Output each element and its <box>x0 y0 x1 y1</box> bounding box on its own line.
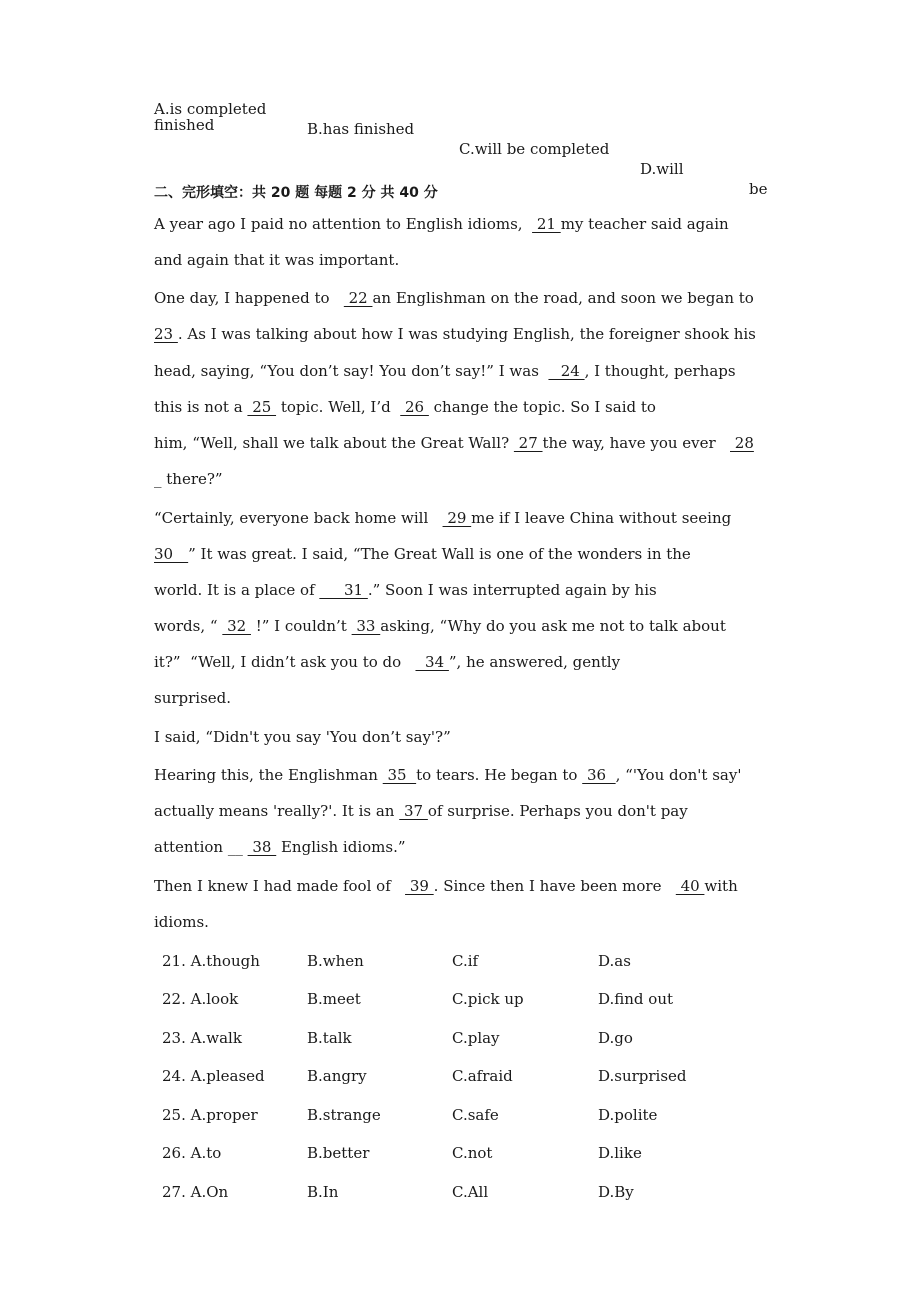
prev-option-b: B.has finished <box>307 120 415 138</box>
passage-text: with <box>704 877 738 895</box>
passage-line <box>154 469 223 489</box>
passage-line: surprised. <box>154 689 232 707</box>
option-d: D.go <box>598 1029 633 1047</box>
passage-line <box>154 397 656 417</box>
passage-line <box>154 324 756 344</box>
option-b: B.strange <box>307 1106 381 1124</box>
passage-text: it?” “Well, I didn’t ask you to do <box>154 653 416 671</box>
blank-32: 32 <box>222 617 251 635</box>
passage-text: topic. Well, I’d <box>276 398 401 416</box>
passage-text: to tears. He began to <box>416 766 583 784</box>
passage-text: my teacher said again <box>560 215 729 233</box>
blank-22: 22 <box>343 289 373 307</box>
passage-text: this is not a <box>154 398 248 416</box>
option-a: A.to <box>190 1144 222 1162</box>
passage-line <box>154 652 620 672</box>
blank-26: 26 <box>400 398 429 416</box>
passage-line <box>154 837 406 857</box>
option-d: D.find out <box>598 990 674 1008</box>
passage-line <box>154 876 738 896</box>
prev-option-d-wrap: finished <box>154 116 215 134</box>
passage-text: ”, he answered, gently <box>448 653 621 671</box>
question-row <box>162 1182 634 1302</box>
passage-text: !” I couldn’t <box>250 617 352 635</box>
prev-option-c: C.will be completed <box>459 140 610 158</box>
option-a: A.though <box>190 952 260 970</box>
passage-line: idioms. <box>154 913 209 931</box>
option-a: A.look <box>190 990 239 1008</box>
passage-line <box>154 214 729 234</box>
passage-text: . Since then I have been more <box>433 877 676 895</box>
option-b: B.meet <box>307 990 361 1008</box>
blank-23: 23 <box>154 325 178 343</box>
passage-line <box>154 508 731 528</box>
option-a: A.pleased <box>190 1067 265 1085</box>
blank-25: 25 <box>247 398 277 416</box>
passage-line: I said, “Didn't you say 'You don’t say'?” <box>154 728 451 746</box>
passage-text: him, “Well, shall we talk about the Great Wall? <box>154 434 514 452</box>
option-a: A.walk <box>190 1029 242 1047</box>
option-b: B.talk <box>307 1029 352 1047</box>
passage-text: A year ago I paid no attention to English idioms, <box>154 215 533 233</box>
option-d: D.By <box>598 1183 634 1201</box>
question-number: 21. A.though <box>162 952 260 970</box>
blank-31: __ 31 <box>319 581 368 599</box>
passage-text: One day, I happened to <box>154 289 344 307</box>
option-d: D.like <box>598 1144 642 1162</box>
passage-line <box>154 580 657 600</box>
passage-line <box>154 801 688 821</box>
blank-34: 34 <box>415 653 449 671</box>
blank-27: 27 <box>513 434 543 452</box>
passage-text: asking, “Why do you ask me not to talk about <box>380 617 726 635</box>
passage-line <box>154 544 691 564</box>
passage-text: Then I knew I had made fool of <box>154 877 406 895</box>
blank-28: 28 <box>730 434 754 452</box>
passage-text: .” Soon I was interrupted again by his <box>367 581 657 599</box>
blank-40: 40 <box>675 877 705 895</box>
passage-text: . As I was talking about how I was studying English, the foreigner shook his <box>177 325 756 343</box>
passage-line <box>154 433 754 453</box>
passage-text: “Certainly, everyone back home will <box>154 509 443 527</box>
question-number: 23. A.walk <box>162 1029 242 1047</box>
option-c: C.afraid <box>452 1067 513 1085</box>
question-number: 27. A.On <box>162 1183 229 1201</box>
option-b: B.In <box>307 1183 339 1201</box>
option-a: A.proper <box>190 1106 258 1124</box>
passage-text: an Englishman on the road, and soon we began to <box>372 289 754 307</box>
blank-37: 37 <box>399 802 428 820</box>
option-c: C.All <box>452 1183 489 1201</box>
passage-line <box>154 616 726 636</box>
passage-text: English idioms.” <box>276 838 406 856</box>
option-d: D.polite <box>598 1106 658 1124</box>
blank-21: 21 <box>532 215 561 233</box>
passage-line: and again that it was important. <box>154 251 400 269</box>
blank-35: 35 <box>382 766 417 784</box>
option-d: D.surprised <box>598 1067 687 1085</box>
passage-text: actually means 'really?'. It is an <box>154 802 400 820</box>
option-c: C.if <box>452 952 479 970</box>
passage-text: attention __ <box>154 838 248 856</box>
passage-line <box>154 288 754 308</box>
option-c: C.safe <box>452 1106 499 1124</box>
blank-33: 33 <box>351 617 381 635</box>
question-number: 26. A.to <box>162 1144 222 1162</box>
option-c: C.not <box>452 1144 493 1162</box>
passage-text: change the topic. So I said to <box>428 398 656 416</box>
passage-text: there?” <box>161 470 223 488</box>
passage-text: words, “ <box>154 617 223 635</box>
passage-text: world. It is a place of <box>154 581 320 599</box>
blank-39: 39 <box>405 877 434 895</box>
option-a: A.On <box>190 1183 229 1201</box>
blank-29: 29 <box>442 509 472 527</box>
passage-text: , “'You don't say' <box>615 766 742 784</box>
question-number: 22. A.look <box>162 990 239 1008</box>
option-d: D.as <box>598 952 631 970</box>
section-heading: 二、完形填空：共 20 题 每题 2 分 共 40 分 <box>154 185 438 201</box>
option-b: B.better <box>307 1144 370 1162</box>
question-number: 25. A.proper <box>162 1106 258 1124</box>
prev-option-d: D.will <box>640 160 684 178</box>
blank-36: 36 <box>582 766 616 784</box>
passage-text: the way, have you ever <box>542 434 731 452</box>
prev-option-d-cont: be <box>749 180 768 198</box>
passage-text: Hearing this, the Englishman <box>154 766 383 784</box>
passage-text: , I thought, perhaps <box>584 362 736 380</box>
passage-text: ” It was great. I said, “The Great Wall is one of the wonders in the <box>188 545 691 563</box>
option-b: B.angry <box>307 1067 367 1085</box>
blank-38: 38 <box>247 838 277 856</box>
passage-line <box>154 765 741 785</box>
passage-text: of surprise. Perhaps you don't pay <box>427 802 688 820</box>
blank-30: 30__ <box>154 545 189 563</box>
blank-28-cont: _ <box>154 470 162 488</box>
prev-option-a: A.is completed <box>154 100 267 118</box>
passage-text: head, saying, “You don’t say! You don’t say!” I was <box>154 362 549 380</box>
option-c: C.pick up <box>452 990 524 1008</box>
passage-text: me if I leave China without seeing <box>471 509 732 527</box>
blank-24: _ 24 <box>548 362 585 380</box>
option-b: B.when <box>307 952 364 970</box>
passage-line <box>154 361 736 381</box>
option-c: C.play <box>452 1029 500 1047</box>
question-number: 24. A.pleased <box>162 1067 265 1085</box>
